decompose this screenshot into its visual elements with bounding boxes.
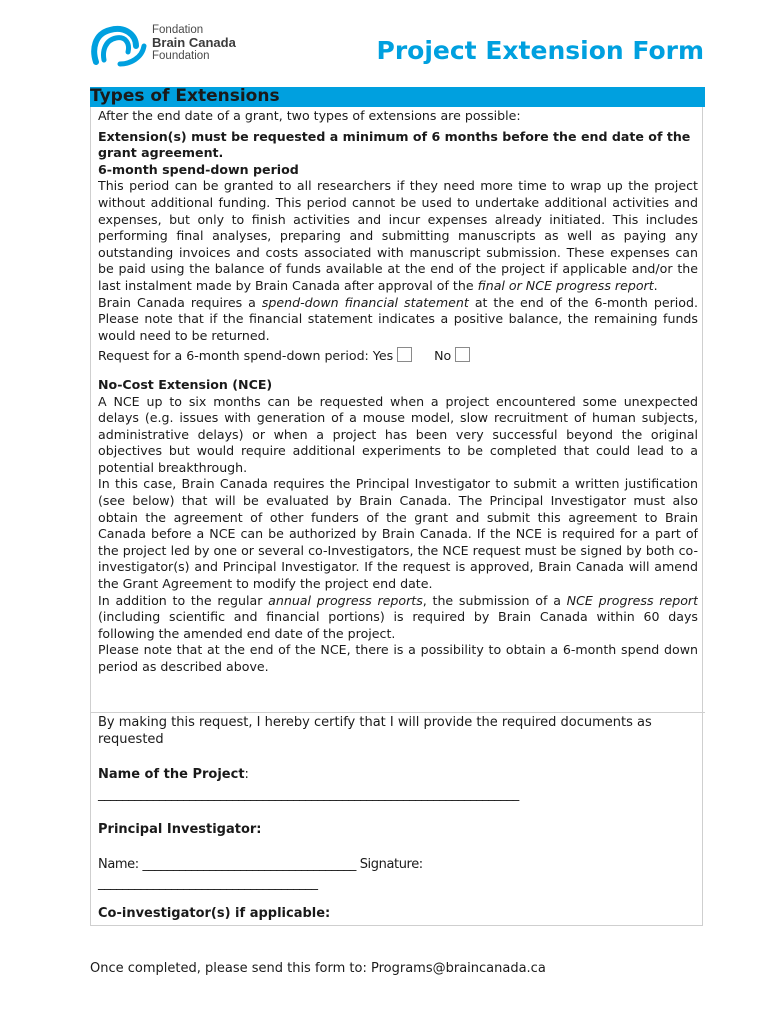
- logo-line-2: Brain Canada: [152, 35, 236, 50]
- spenddown-request-label: Request for a 6-month spend-down period: Yes: [98, 348, 394, 364]
- brain-canada-logo-icon: [90, 24, 148, 68]
- project-name-label: Name of the Project:: [98, 767, 249, 782]
- logo-line-3: Foundation: [152, 50, 210, 62]
- nce-paragraph-2: In this case, Brain Canada requires the Principal Investigator to submit a written justification (see below) that will be evaluated by Brain Canada. The Principal Investigator must also obtain the agreement of other funders of the grant and submit this agreement to Brain Canada before a NCE can be authorized by Brain Canada. If the NCE is required for a part of the project led by one or several co-Investigators, the NCE request must be signed by both co-investigator(s) and Principal Investigator. If the request is approved, Brain Canada will amend the Grant Agreement to modify the project end date.: [98, 476, 698, 592]
- logo-wordmark: [152, 24, 236, 62]
- certification-text: By making this request, I hereby certify that I will provide the required documents as requested: [98, 715, 652, 747]
- section-title: Types of Extensions: [90, 86, 280, 106]
- nce-paragraph-1: A NCE up to six months can be requested when a project encountered some unexpected delays (e.g. issues with generation of a mouse model, slow recruitment of human subjects, administrative delays) or when a project has been very successful beyond the original objectives but would require additional experiments to be completed that could lead to a potential breakthrough.: [98, 393, 698, 475]
- spenddown-paragraph-2: Brain Canada requires a spend-down financial statement at the end of the 6-month period. Please note that if the financial statement indicates a positive balance, the remaining funds would need to be returned.: [98, 294, 698, 343]
- form-title: Project Extension Form: [376, 36, 704, 65]
- section-header-bar: [90, 87, 705, 107]
- logo-line-1: Fondation: [152, 24, 204, 36]
- spenddown-heading: 6-month spend-down period: [98, 161, 299, 177]
- no-checkbox[interactable]: [455, 347, 470, 362]
- intro-text: After the end date of a grant, two types of extensions are possible:: [98, 108, 521, 123]
- project-name-field[interactable]: _____________________________________________________________________: [98, 787, 519, 802]
- pi-label: Principal Investigator:: [98, 822, 262, 837]
- spenddown-paragraph-1: This period can be granted to all researchers if they need more time to wrap up the project without additional funding. This period cannot be used to undertake additional activities and expenses, but only to finish activities and incur expenses already initiated. This includes performing final analyses, preparing and submitting manuscripts as well as paying any outstanding invoices and costs associated with manuscript submission. These expenses can be paid using the balance of funds available at the end of the project if applicable and/or the last instalment made by Brain Canada after approval of the final or NCE progress report.: [98, 178, 698, 293]
- yes-checkbox[interactable]: [397, 347, 412, 362]
- brain-canada-logo: [90, 24, 250, 68]
- extension-types-content: [98, 108, 698, 710]
- certification-block: [98, 714, 698, 748]
- section-divider: [90, 712, 705, 713]
- pi-signature-field[interactable]: ____________________________________: [98, 876, 318, 891]
- deadline-note: Extension(s) must be requested a minimum of 6 months before the end date of the grant agreement.: [98, 128, 691, 161]
- spenddown-request-row: [98, 347, 698, 365]
- coi-label: Co-investigator(s) if applicable:: [98, 906, 331, 921]
- pi-name-signature-field[interactable]: Name: ___________________________________ Signature:: [98, 857, 423, 872]
- footer-instruction: Once completed, please send this form to: Programs@braincanada.ca: [90, 961, 546, 976]
- nce-heading: No-Cost Extension (NCE): [98, 376, 273, 392]
- nce-paragraph-3: In addition to the regular annual progress reports, the submission of a NCE progress report (including scientific and financial portions) is required by Brain Canada within 60 days following the amended end date of the project.: [98, 592, 698, 641]
- nce-paragraph-4: Please note that at the end of the NCE, there is a possibility to obtain a 6-month spend down period as described above.: [98, 642, 698, 674]
- no-label: No: [434, 348, 452, 364]
